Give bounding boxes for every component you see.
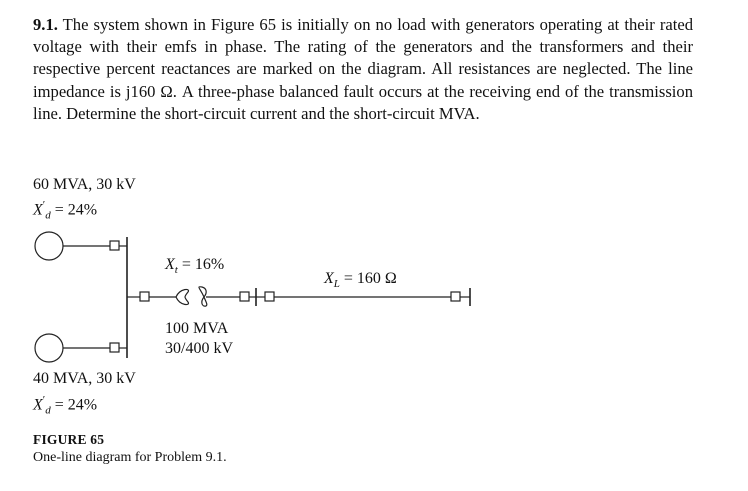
transformer-primary-coil xyxy=(176,289,189,304)
line-impedance-label: $X_L = 160$ Ω xyxy=(324,270,397,291)
gen2-reactance: = 24% xyxy=(54,396,98,414)
transformer-voltage: 30/400 kV xyxy=(165,340,233,357)
gen2-breaker-icon xyxy=(110,343,119,352)
gen2-rating: 40 MVA, 30 kV xyxy=(33,370,136,387)
gen1-rating: 60 MVA, 30 kV xyxy=(33,176,136,193)
transformer-secondary-coil xyxy=(199,287,207,306)
problem-number: 9.1. xyxy=(33,15,58,34)
transformer-lv-breaker-icon xyxy=(140,292,149,301)
transformer-reactance-label: $X_t = 16\%$ xyxy=(165,256,225,277)
gen1-reactance: = 24% xyxy=(54,201,98,219)
line-sending-breaker-icon xyxy=(265,292,274,301)
transformer-hv-breaker-icon xyxy=(240,292,249,301)
line-receiving-breaker-icon xyxy=(451,292,460,301)
transformer-rating: 100 MVA xyxy=(165,320,229,337)
gen2-reactance-label: $X'_d = 24\%$ xyxy=(33,394,98,417)
figure-label: FIGURE 65 xyxy=(33,432,105,447)
figure-caption: One-line diagram for Problem 9.1. xyxy=(33,450,227,465)
gen1-reactance-label: $X'_d = 24\%$ xyxy=(33,199,98,222)
gen1-breaker-icon xyxy=(110,241,119,250)
problem-text: The system shown in Figure 65 is initially on no load with generators operating at their rated voltage with their emfs in phase. The rating of the generators and the transformers and their respective percent reactances are marked on the diagram. All resistances are neglected. The line impedance is j160 Ω. A three-phase balanced fault occurs at the receiving end of the transmission line. Determine the short-circuit current and the short-circuit MVA. xyxy=(33,15,693,123)
transformer-reactance: = 16% xyxy=(181,256,225,273)
generator-1-symbol xyxy=(35,232,63,260)
generator-2-symbol xyxy=(35,334,63,362)
line-impedance: = 160 Ω xyxy=(343,270,397,287)
